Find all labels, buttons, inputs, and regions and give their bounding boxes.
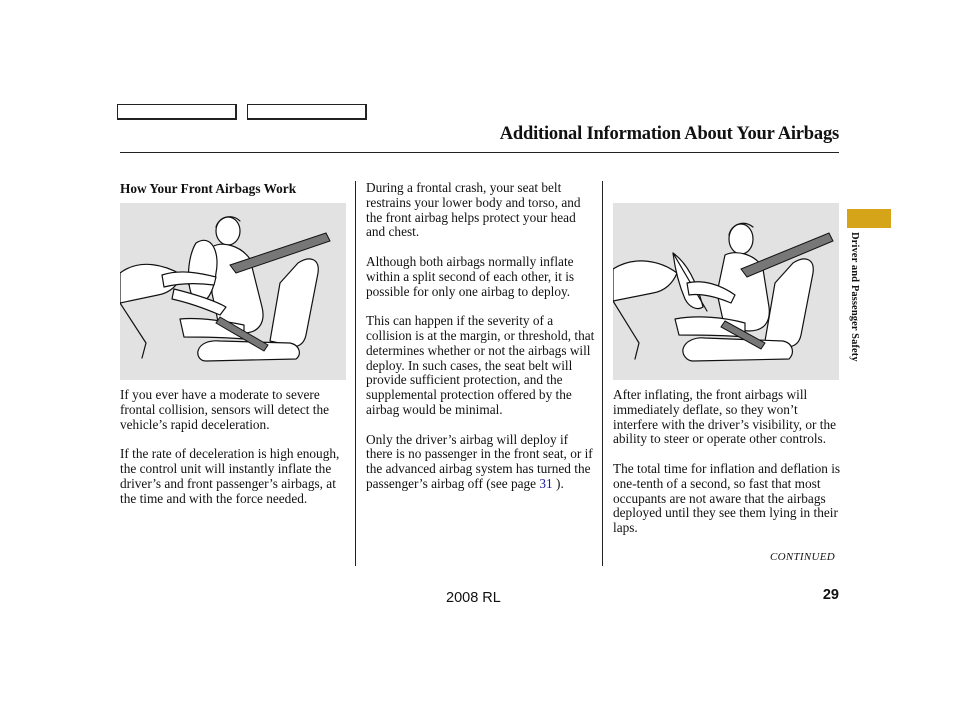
paragraph	[366, 433, 596, 492]
section-subheading: How Your Front Airbags Work	[120, 181, 297, 196]
airbag-inflating-illustration	[120, 203, 346, 380]
column-3-text	[613, 388, 843, 551]
paragraph: During a frontal crash, your seat belt restrains your lower body and torso, and the front airbag helps protect your head and chest.	[366, 180, 581, 240]
column-2-text	[366, 181, 596, 507]
column-divider-2	[602, 181, 603, 566]
title-rule	[120, 152, 839, 153]
page-31-link[interactable]: 31	[539, 475, 553, 491]
paragraph: The total time for inflation and deflation is one-tenth of a second, so fast that most occupants are not aware that the airbags deployed until they see them lying in their laps.	[613, 460, 841, 536]
paragraph-text: ).	[552, 475, 564, 491]
section-tab-marker	[847, 209, 891, 228]
column-1-text	[120, 388, 350, 521]
continued-label: CONTINUED	[770, 551, 836, 563]
nav-button-contents[interactable]	[117, 104, 237, 120]
paragraph: If you ever have a moderate to severe frontal collision, sensors will detect the vehicle’s rapid deceleration.	[120, 387, 330, 432]
airbag-deflated-illustration	[613, 203, 839, 380]
section-side-label: Driver and Passenger Safety	[849, 232, 860, 362]
column-divider-1	[355, 181, 356, 566]
paragraph: This can happen if the severity of a collision is at the margin, or threshold, that determines whether or not the airbags will deploy. In such cases, the seat belt will provide sufficient protection, and the supplemental protection offered by the airbag would be minimal.	[366, 313, 595, 417]
paragraph: Although both airbags normally inflate within a split second of each other, it is possible for only one airbag to deploy.	[366, 253, 575, 299]
paragraph: If the rate of deceleration is high enough, the control unit will instantly inflate the driver’s and front passenger’s airbags, at the time and with the force needed.	[120, 446, 340, 506]
nav-button-index[interactable]	[247, 104, 367, 120]
page-number: 29	[822, 587, 839, 603]
page-title: Additional Information About Your Airbags	[499, 124, 839, 144]
footer-model: 2008 RL	[446, 590, 501, 606]
paragraph-text: Only the driver’s airbag will deploy if there is no passenger in the front seat, or if the advanced airbag system has turned the passenger’s airbag off (see page	[366, 431, 593, 491]
paragraph: After inflating, the front airbags will immediately deflate, so they won’t interfere with the driver’s visibility, or the ability to steer or operate other controls.	[613, 387, 837, 447]
